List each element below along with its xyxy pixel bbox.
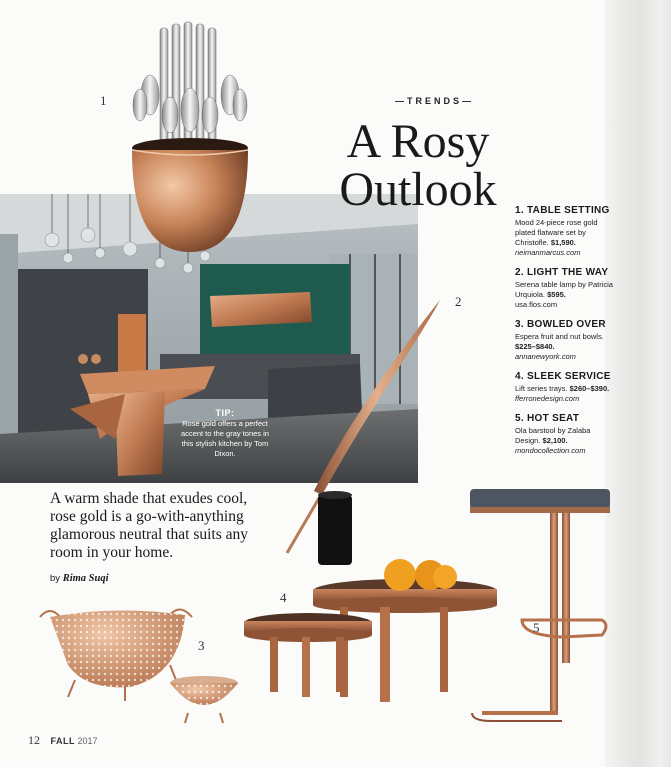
item-number-3: 3 bbox=[198, 638, 205, 653]
product-heading: 3. BOWLED OVER bbox=[515, 319, 606, 330]
product-url: fferronedesign.com bbox=[515, 394, 580, 403]
product-item bbox=[515, 319, 615, 362]
byline bbox=[50, 573, 109, 584]
product-heading: 1. TABLE SETTING bbox=[515, 205, 610, 216]
photo-tip bbox=[180, 408, 270, 459]
flatware-egg-image bbox=[110, 20, 270, 260]
product-url: annanewyork.com bbox=[515, 352, 576, 361]
item-number-1: 1 bbox=[100, 93, 107, 108]
issue-season: FALL bbox=[50, 736, 76, 746]
intro-text: A warm shade that exudes cool, rose gold is a go-with-anything glamorous neutral that suits any room in your home. bbox=[50, 490, 249, 561]
product-price: $260–$390. bbox=[569, 384, 610, 393]
product-description: Ola barstool by Zalaba Design. $2,100. bbox=[515, 426, 591, 445]
product-list bbox=[515, 205, 615, 465]
page-number: 12 bbox=[28, 733, 40, 747]
page-footer bbox=[28, 733, 98, 748]
product-url: mondocollection.com bbox=[515, 446, 586, 455]
issue-year: 2017 bbox=[77, 736, 98, 746]
section-kicker: —TRENDS— bbox=[395, 96, 475, 106]
product-price: $225–$840. bbox=[515, 342, 555, 351]
fruit-bowls-image bbox=[30, 605, 250, 730]
title-line-2: Outlook bbox=[339, 163, 497, 216]
product-heading: 4. SLEEK SERVICE bbox=[515, 371, 611, 382]
product-url: neimanmarcus.com bbox=[515, 248, 581, 257]
product-heading: 5. HOT SEAT bbox=[515, 413, 580, 424]
item-number-5: 5 bbox=[533, 620, 540, 635]
tip-label: TIP: bbox=[215, 408, 235, 418]
product-description: Espera fruit and nut bowls. $225–$840. bbox=[515, 332, 604, 351]
page-title bbox=[318, 115, 518, 216]
author-name: Rima Suqi bbox=[62, 573, 109, 584]
product-item bbox=[515, 413, 615, 456]
product-price: $2,100. bbox=[542, 436, 568, 445]
item-number-2: 2 bbox=[455, 294, 462, 309]
product-item bbox=[515, 371, 615, 404]
product-description: Serena table lamp by Patricia Urquiola. $595. bbox=[515, 280, 613, 299]
tip-text: Rose gold offers a perfect accent to the gray tones in this stylish kitchen by Tom Dixon. bbox=[181, 419, 269, 458]
product-item bbox=[515, 205, 615, 258]
lift-trays-image bbox=[240, 555, 500, 705]
title-line-1: A Rosy bbox=[346, 115, 490, 168]
product-url: usa.flos.com bbox=[515, 300, 558, 309]
byline-prefix: by bbox=[50, 573, 61, 584]
product-price: $595. bbox=[547, 290, 566, 299]
next-page-edge bbox=[640, 0, 671, 767]
barstool-image bbox=[462, 485, 612, 725]
product-description: Lift series trays. $260–$390. bbox=[515, 384, 610, 393]
item-number-4: 4 bbox=[280, 590, 287, 605]
product-heading: 2. LIGHT THE WAY bbox=[515, 267, 609, 278]
product-item bbox=[515, 267, 615, 310]
product-description: Mood 24-piece rose gold plated flatware set by Christofle. $1,590. bbox=[515, 218, 598, 247]
product-price: $1,590. bbox=[550, 238, 576, 247]
